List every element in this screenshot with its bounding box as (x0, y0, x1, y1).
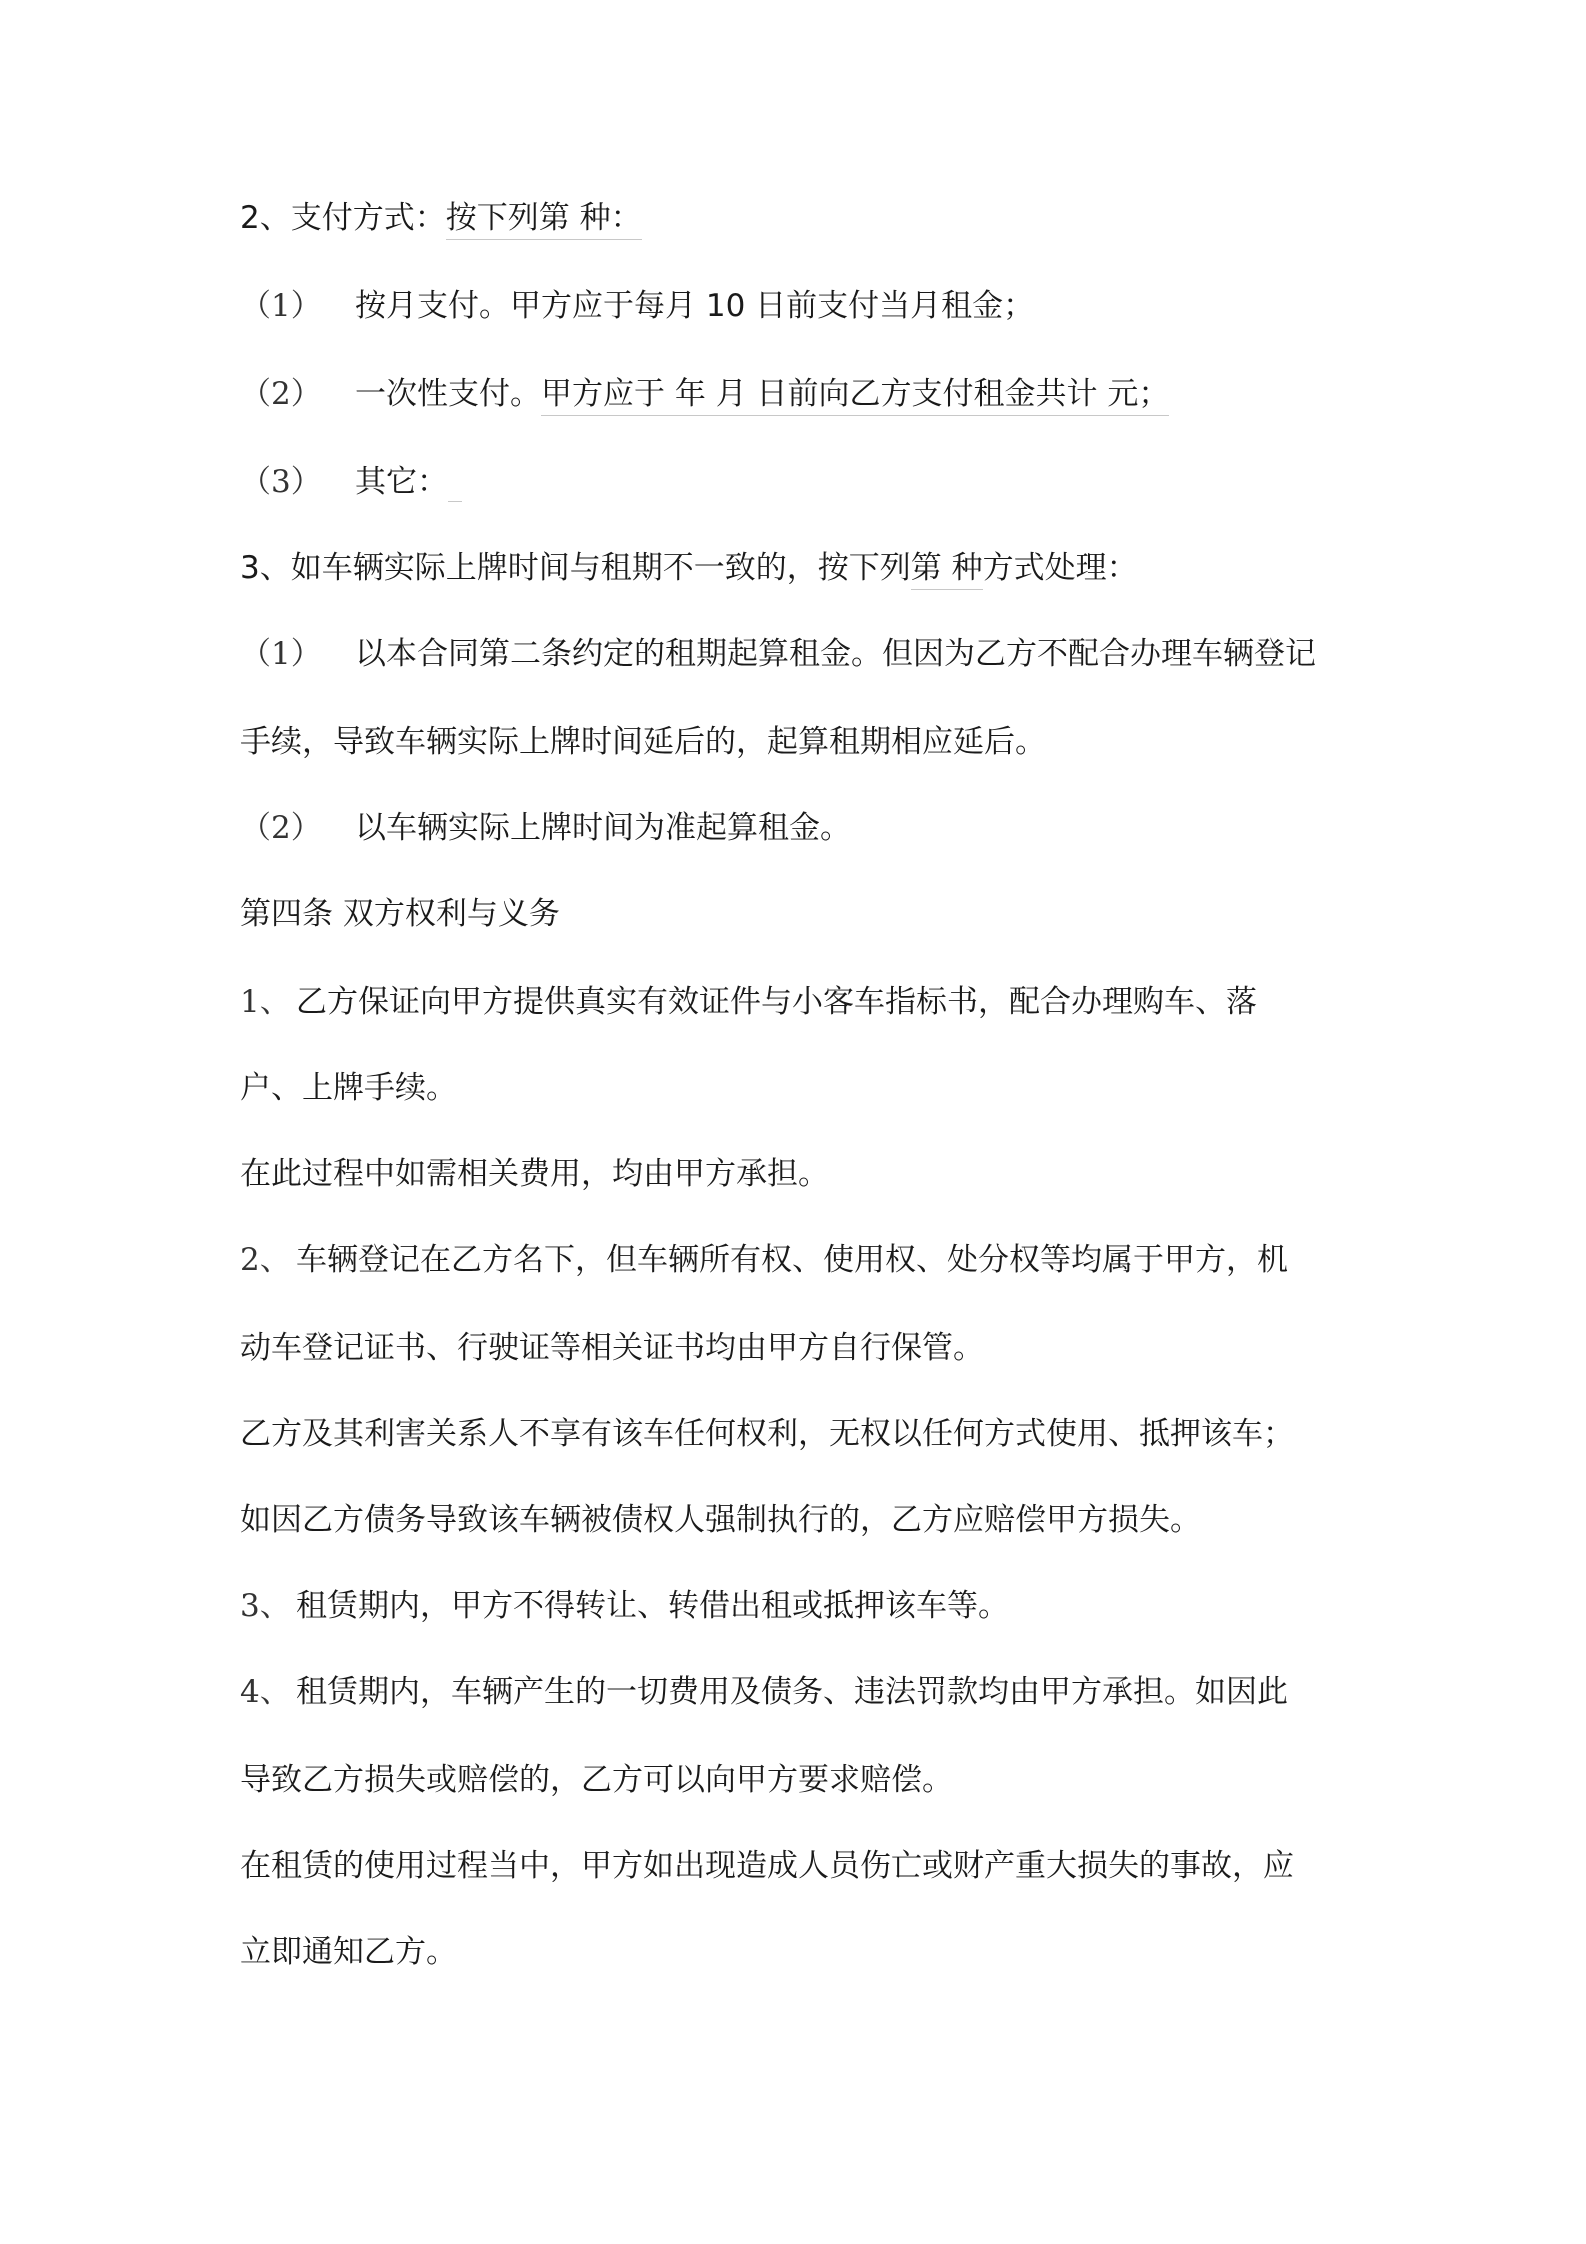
obligation-2-cont (240, 1328, 984, 1368)
item-text: 导致乙方损失或赔偿的，乙方可以向甲方要求赔偿。 (240, 1762, 953, 1798)
clause-3-option-2 (240, 808, 851, 848)
item-text: 租赁期内，甲方不得转让、转借出租或抵押该车等。 (296, 1588, 1009, 1624)
obligation-2-note-2 (240, 1500, 1201, 1540)
clause-tail: 方式处理： (982, 550, 1138, 586)
item-text: 在租赁的使用过程当中，甲方如出现造成人员伤亡或财产重大损失的事故，应 (240, 1848, 1294, 1884)
option-text: 一次性支付。 (355, 376, 541, 412)
clause-text: 3、如车辆实际上牌时间与租期不一致的，按下列 (240, 550, 911, 586)
item-text: 立即通知乙方。 (240, 1934, 457, 1970)
option-text: 手续，导致车辆实际上牌时间延后的，起算租期相应延后。 (240, 724, 1046, 760)
obligation-4 (240, 1672, 1288, 1712)
item-text: 在此过程中如需相关费用，均由甲方承担。 (240, 1156, 829, 1192)
item-text: 乙方及其利害关系人不享有该车任何权利，无权以任何方式使用、抵押该车； (240, 1416, 1294, 1452)
obligation-1-cont (240, 1068, 457, 1108)
item-index: 2、 (240, 1242, 291, 1278)
option-text: 按月支付。甲方应于每月 10 日前支付当月租金； (355, 288, 1035, 324)
obligation-2-note-1 (240, 1414, 1294, 1454)
item-text: 如因乙方债务导致该车辆被债权人强制执行的，乙方应赔偿甲方损失。 (240, 1502, 1201, 1538)
section-title: 第四条 双方权利与义务 (240, 896, 560, 932)
obligation-3 (240, 1586, 1009, 1626)
payment-method-label: 2、支付方式： (240, 200, 446, 236)
clause-3-option-1-cont (240, 722, 1046, 762)
clause-choice: 第 种 (911, 550, 983, 590)
obligation-2 (240, 1240, 1288, 1280)
payment-method-choice: 按下列第 种： (446, 200, 642, 240)
payment-option-3 (240, 462, 462, 502)
item-text: 户、上牌手续。 (240, 1070, 457, 1106)
option-text: 其它： (355, 464, 448, 500)
item-index: 1、 (240, 984, 291, 1020)
option-index: （3） (240, 464, 322, 500)
item-index: 4、 (240, 1674, 291, 1710)
section-heading (240, 894, 560, 934)
option-text: 以本合同第二条约定的租期起算租金。但因为乙方不配合办理车辆登记 (355, 636, 1316, 672)
option-index: （1） (240, 636, 322, 672)
item-text: 动车登记证书、行驶证等相关证书均由甲方自行保管。 (240, 1330, 984, 1366)
item-text: 车辆登记在乙方名下，但车辆所有权、使用权、处分权等均属于甲方，机 (296, 1242, 1288, 1278)
item-text: 租赁期内，车辆产生的一切费用及债务、违法罚款均由甲方承担。如因此 (296, 1674, 1288, 1710)
item-index: 3、 (240, 1588, 291, 1624)
option-index: （1） (240, 288, 322, 324)
option-index: （2） (240, 810, 322, 846)
payment-method-line (240, 198, 642, 238)
item-text: 乙方保证向甲方提供真实有效证件与小客车指标书，配合办理购车、落 (296, 984, 1257, 1020)
obligation-1 (240, 982, 1257, 1022)
option-index: （2） (240, 376, 322, 412)
obligation-4-note-cont (240, 1932, 457, 1972)
payment-option-2 (240, 374, 1169, 414)
obligation-4-cont (240, 1760, 953, 1800)
option-fill-text: 甲方应于 年 月 日前向乙方支付租金共计 元； (541, 376, 1169, 416)
clause-3-option-1 (240, 634, 1316, 674)
obligation-4-note (240, 1846, 1294, 1886)
payment-option-1 (240, 286, 1034, 326)
blank-line (448, 465, 462, 502)
clause-3-line (240, 548, 1138, 588)
obligation-1-note (240, 1154, 829, 1194)
option-text: 以车辆实际上牌时间为准起算租金。 (355, 810, 851, 846)
